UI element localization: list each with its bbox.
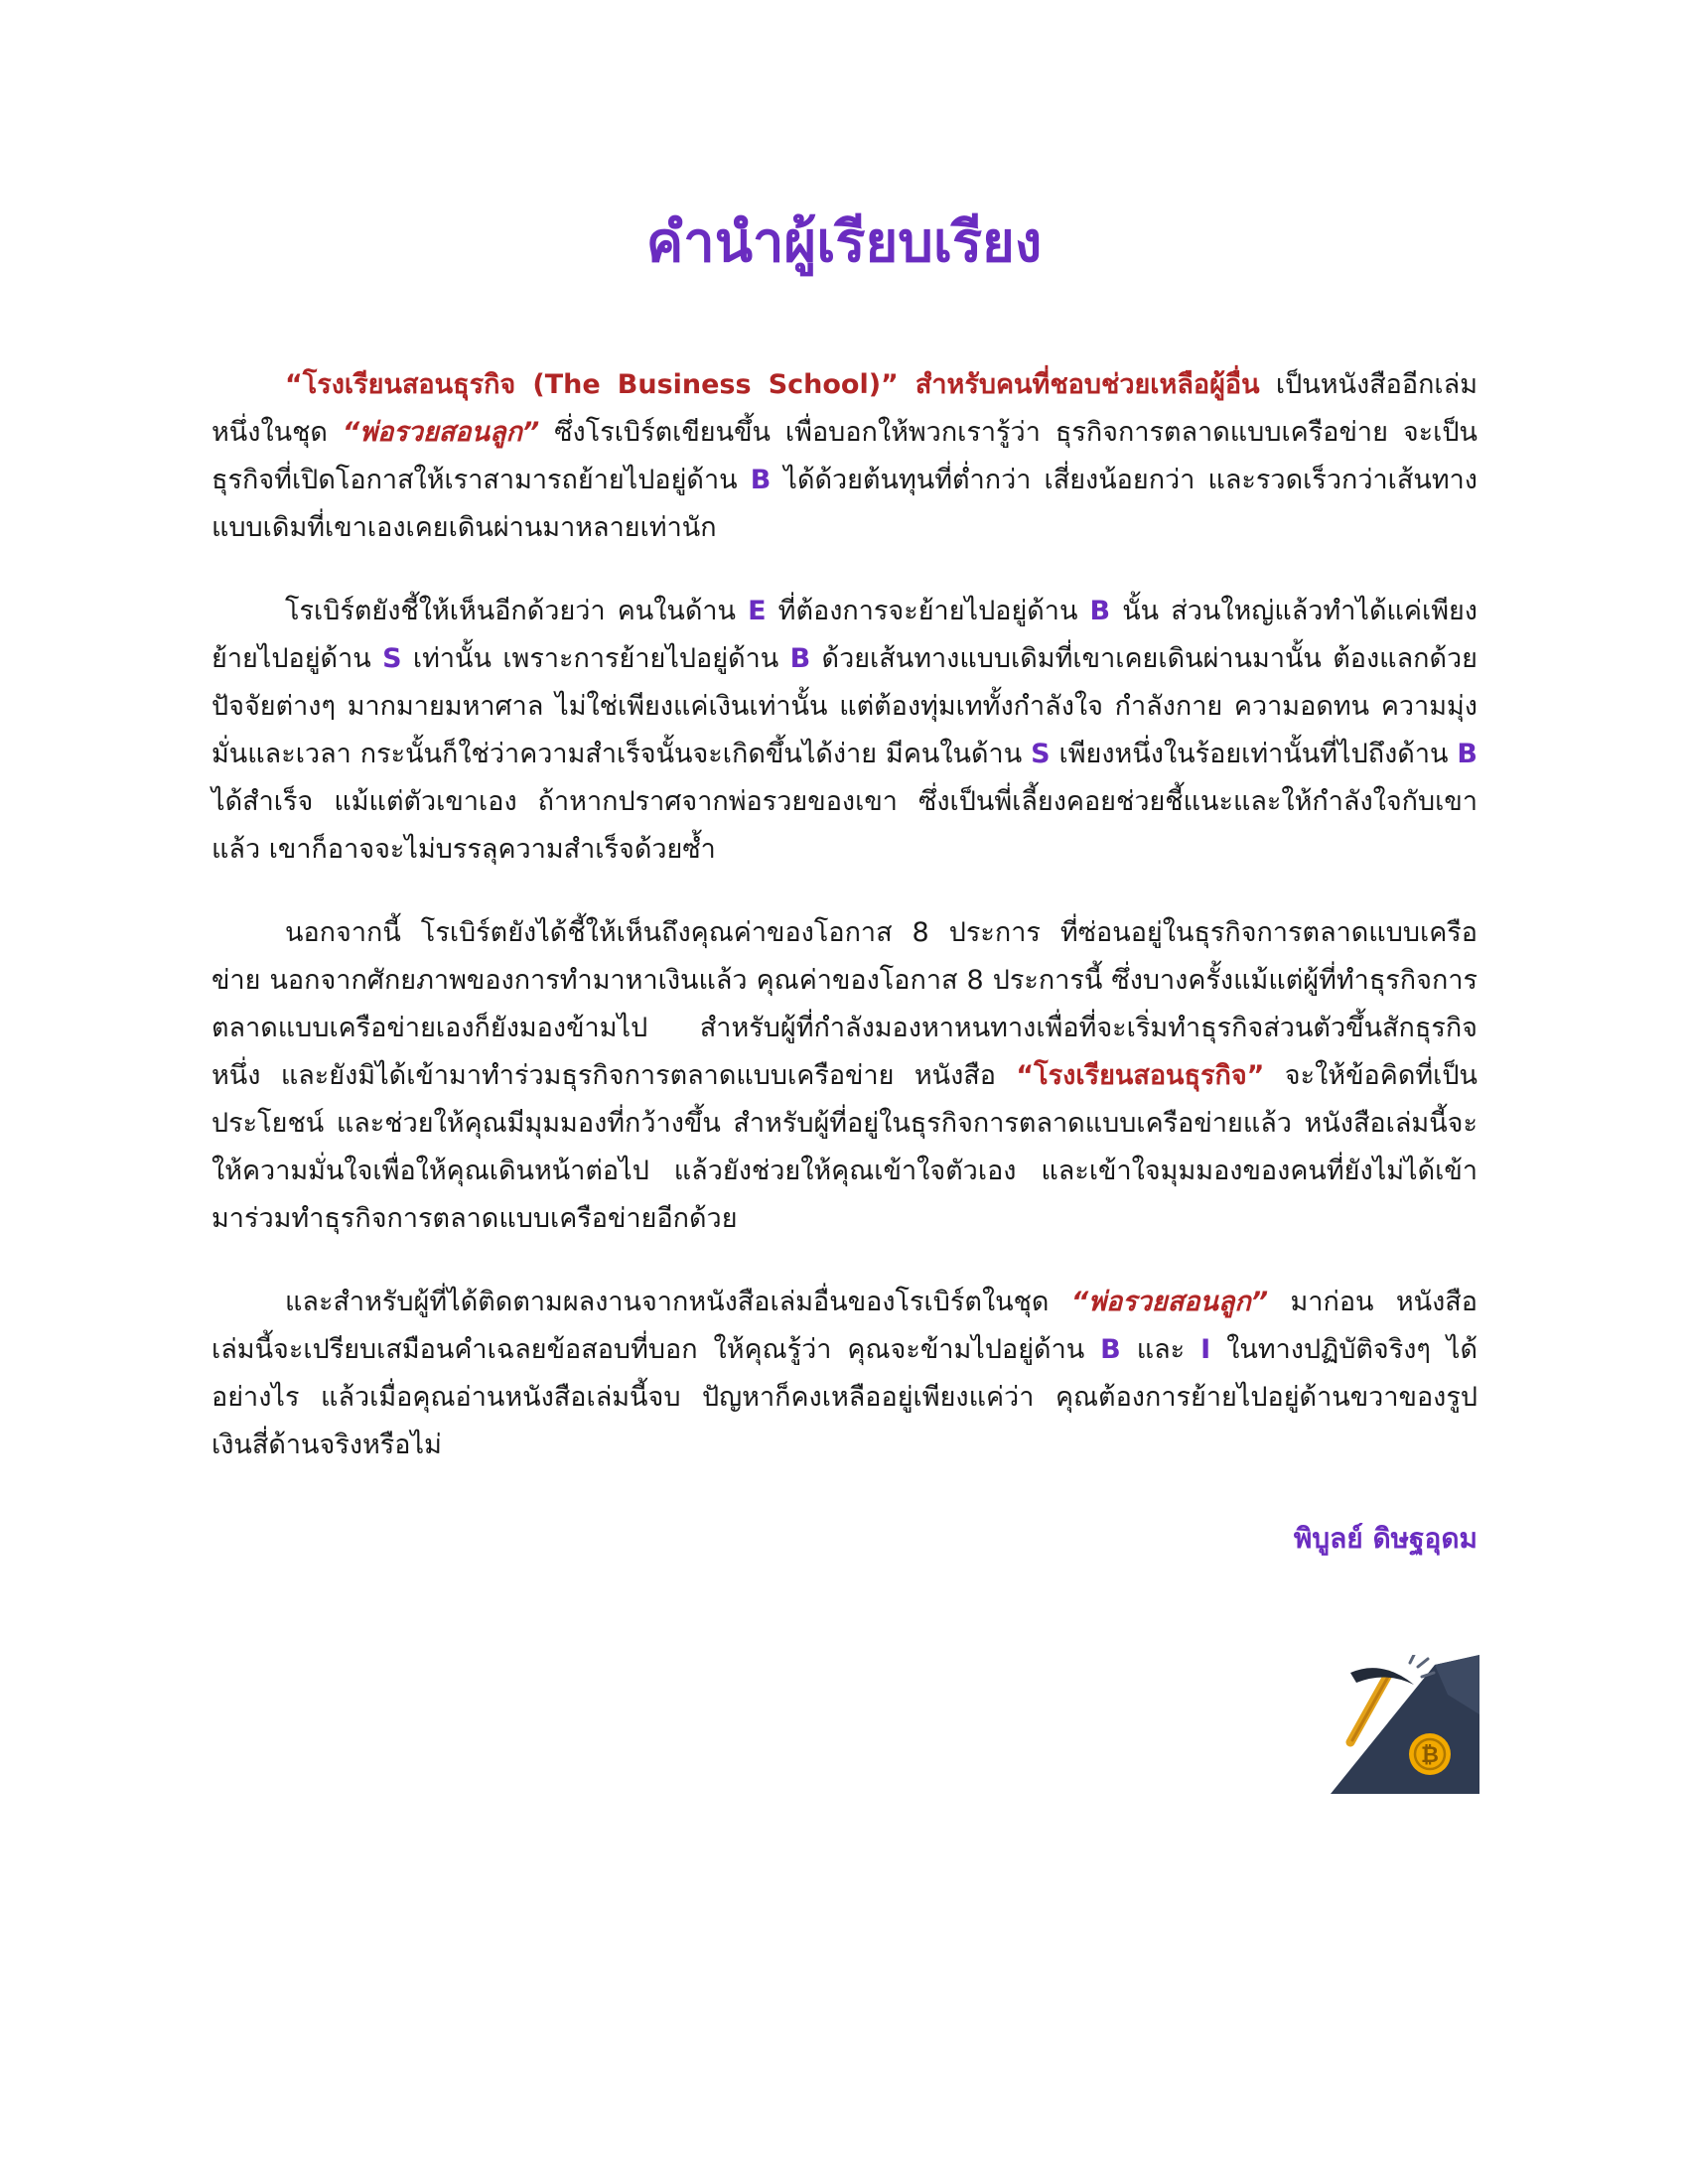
- quadrant-letter: B: [789, 643, 811, 674]
- body-span: เป็นหนังสืออีกเล่มหนึ่งในชุด: [211, 369, 1477, 448]
- body-text: [211, 361, 1477, 1505]
- spark-line: [1410, 1655, 1414, 1663]
- quadrant-letter: E: [748, 596, 767, 626]
- body-span: และสำหรับผู้ที่ได้ติดตามผลงานจากหนังสือเล่มอื่นของโรเบิร์ตในชุด: [285, 1287, 1071, 1317]
- page-title: คำนำผู้เรียบเรียง: [645, 210, 1043, 275]
- paragraph-1: [211, 361, 1477, 552]
- emphasis-series-title: “พ่อรวยสอนลูก”: [1070, 1287, 1269, 1317]
- quadrant-letter: B: [750, 465, 772, 495]
- body-span: มาก่อน หนังสือเล่มนี้จะเปรียบเสมือนคำเฉลยข้อสอบที่บอก ให้คุณรู้ว่า คุณจะข้ามไปอยู่ด้าน: [211, 1287, 1477, 1365]
- emphasis-text: “โรงเรียนสอนธุรกิจ (The Business School)” สำหรับคนที่ชอบช่วยเหลือผู้อื่น: [285, 369, 1260, 400]
- quadrant-letter: B: [1457, 739, 1477, 769]
- body-span: ที่ต้องการจะย้ายไปอยู่ด้าน: [766, 596, 1090, 626]
- spark-line: [1418, 1659, 1428, 1667]
- body-span: ได้ด้วยต้นทุนที่ต่ำกว่า เสี่ยงน้อยกว่า และรวดเร็วกว่าเส้นทางแบบเดิมที่เขาเองเคยเดินผ่านมาหลายเท่านัก: [211, 465, 1477, 543]
- paragraph-4: [211, 1279, 1477, 1469]
- body-span: จะให้ข้อคิดที่เป็นประโยชน์ และช่วยให้คุณมีมุมมองที่กว้างขึ้น สำหรับผู้ที่อยู่ในธุรกิจการตลาดแบบเครือข่ายแล้ว หนังสือเล่มนี้จะให้ความมั่นใจเพื่อให้คุณเดินหน้าต่อไป แล้วยังช่วยให้คุณเข้าใจตัวเอง และเข้าใจมุมมองของคนที่ยังไม่ได้เข้ามาร่วมทำธุรกิจการตลาดแบบเครือข่ายอีกด้วย: [211, 1060, 1477, 1234]
- body-span: นั้น ส่วนใหญ่แล้วทำได้แค่เพียงย้ายไปอยู่ด้าน: [211, 596, 1477, 674]
- emphasis-series-title: “พ่อรวยสอนลูก”: [342, 417, 540, 448]
- quadrant-letter: B: [1100, 1334, 1121, 1365]
- body-span: ได้สำเร็จ แม้แต่ตัวเขาเอง ถ้าหากปราศจากพ่อรวยของเขา ซึ่งเป็นพี่เลี้ยงคอยช่วยชี้แนะและให้กำลังใจกับเขาแล้ว เขาก็อาจจะไม่บรรลุความสำเร็จด้วยซ้ำ: [211, 786, 1477, 865]
- pickaxe-bitcoin-mining-icon: [1331, 1655, 1479, 1794]
- body-span: เพียงหนึ่งในร้อยเท่านั้นที่ไปถึงด้าน: [1050, 739, 1458, 769]
- quadrant-letter: I: [1200, 1334, 1211, 1365]
- body-span: นอกจากนี้ โรเบิร์ตยังได้ชี้ให้เห็นถึงคุณค่าของโอกาส 8 ประการ ที่ซ่อนอยู่ในธุรกิจการตลาดแบบเครือข่าย นอกจากศักยภาพของการทำมาหาเงินแล้ว คุณค่าของโอกาส 8 ประการนี้ ซึ่งบางครั้งแม้แต่ผู้ที่ทำธุรกิจการตลาดแบบเครือข่ายเองก็ยังมองข้ามไป สำหรับผู้ที่กำลังมองหาหนทางเพื่อที่จะเริ่มทำธุรกิจส่วนตัวขึ้นสักธุรกิจหนึ่ง และยังมิได้เข้ามาทำร่วมธุรกิจการตลาดแบบเครือข่าย หนังสือ: [211, 917, 1477, 1091]
- quadrant-letter: B: [1089, 596, 1111, 626]
- body-span: และ: [1120, 1334, 1201, 1365]
- quadrant-letter: S: [382, 643, 402, 674]
- author-signature: พิบูลย์ ดิษฐอุดม: [1293, 1522, 1477, 1555]
- body-span: ในทางปฏิบัติจริงๆ ได้อย่างไร แล้วเมื่อคุณอ่านหนังสือเล่มนี้จบ ปัญหาก็คงเหลืออยู่เพียงแค่ว่า คุณต้องการย้ายไปอยู่ด้านขวาของรูปเงินสี่ด้านจริงหรือไม่: [211, 1334, 1478, 1460]
- body-span: ซึ่งโรเบิร์ตเขียนขึ้น เพื่อบอกให้พวกเรารู้ว่า ธุรกิจการตลาดแบบเครือข่าย จะเป็นธุรกิจที่เปิดโอกาสให้เราสามารถย้ายไปอยู่ด้าน: [211, 417, 1478, 495]
- body-span: โรเบิร์ตยังชี้ให้เห็นอีกด้วยว่า คนในด้าน: [285, 596, 749, 626]
- emphasis-book-title: “โรงเรียนสอนธุรกิจ”: [1016, 1060, 1265, 1091]
- quadrant-letter: S: [1031, 739, 1051, 769]
- body-span: เท่านั้น เพราะการย้ายไปอยู่ด้าน: [401, 643, 790, 674]
- paragraph-3: [211, 909, 1477, 1243]
- bitcoin-symbol: ₿: [1421, 1743, 1439, 1768]
- paragraph-2: [211, 588, 1477, 874]
- body-span: ด้วยเส้นทางแบบเดิมที่เขาเคยเดินผ่านมานั้น ต้องแลกด้วยปัจจัยต่างๆ มากมายมหาศาล ไม่ใช่เพียงแค่เงินเท่านั้น แต่ต้องทุ่มเททั้งกำลังใจ กำลังกาย ความอดทน ความมุ่งมั่นและเวลา กระนั้นก็ใช่ว่าความสำเร็จนั้นจะเกิดขึ้นได้ง่าย มีคนในด้าน: [211, 643, 1477, 769]
